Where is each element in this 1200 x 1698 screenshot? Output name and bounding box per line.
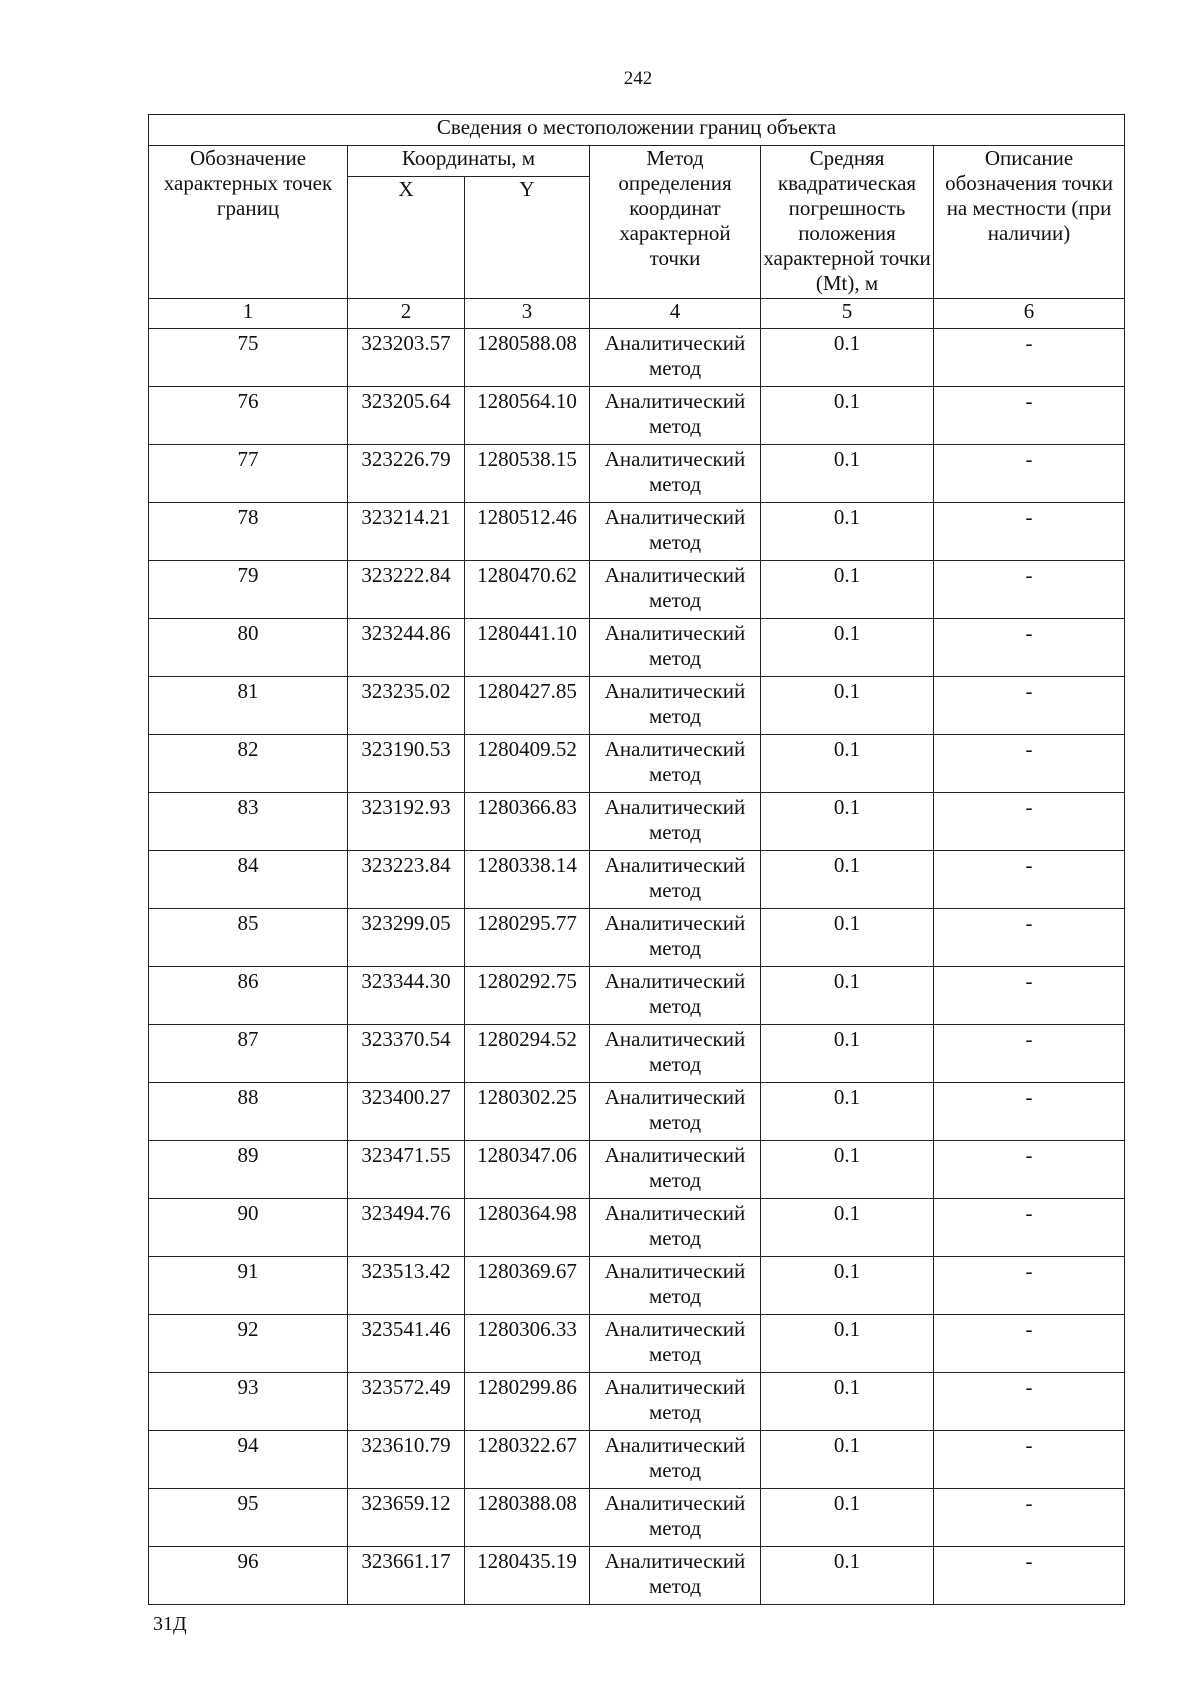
cell-y: 1280369.67 [465,1257,590,1315]
cell-point: 78 [149,503,348,561]
table-body [149,115,1125,1605]
cell-x: 323235.02 [348,677,465,735]
cell-error: 0.1 [761,329,934,387]
table-row [149,909,1125,967]
cell-error: 0.1 [761,1141,934,1199]
header-error: Средняя квадратическая погрешность положения характерной точки (Mt), м [761,146,934,299]
header-y: Y [465,177,590,299]
cell-point: 96 [149,1547,348,1605]
table-row [149,387,1125,445]
cell-description: - [934,735,1125,793]
table-row [149,503,1125,561]
cell-x: 323513.42 [348,1257,465,1315]
cell-point: 91 [149,1257,348,1315]
cell-x: 323541.46 [348,1315,465,1373]
cell-point: 82 [149,735,348,793]
cell-description: - [934,1141,1125,1199]
header-method: Метод определения координат характерной точки [590,146,761,299]
method-cell: Аналитический метод [590,1199,761,1257]
cell-point: 90 [149,1199,348,1257]
cell-x: 323400.27 [348,1083,465,1141]
cell-y: 1280299.86 [465,1373,590,1431]
caption-row [149,115,1125,146]
cell-y: 1280427.85 [465,677,590,735]
cell-error: 0.1 [761,851,934,909]
cell-point: 83 [149,793,348,851]
cell-error: 0.1 [761,1257,934,1315]
cell-x: 323214.21 [348,503,465,561]
cell-error: 0.1 [761,1083,934,1141]
header-x: X [348,177,465,299]
cell-error: 0.1 [761,445,934,503]
cell-point: 84 [149,851,348,909]
method-cell: Аналитический метод [590,619,761,677]
cell-point: 93 [149,1373,348,1431]
cell-x: 323471.55 [348,1141,465,1199]
cell-description: - [934,1315,1125,1373]
table-row [149,329,1125,387]
cell-x: 323223.84 [348,851,465,909]
table-row [149,735,1125,793]
cell-description: - [934,967,1125,1025]
method-cell: Аналитический метод [590,561,761,619]
table-row [149,851,1125,909]
cell-error: 0.1 [761,1025,934,1083]
cell-y: 1280435.19 [465,1547,590,1605]
document-code: 31Д [153,1613,187,1635]
method-cell: Аналитический метод [590,1257,761,1315]
table-row [149,1199,1125,1257]
cell-x: 323192.93 [348,793,465,851]
table-row [149,793,1125,851]
cell-error: 0.1 [761,619,934,677]
table-row [149,1315,1125,1373]
cell-point: 85 [149,909,348,967]
cell-description: - [934,445,1125,503]
cell-x: 323190.53 [348,735,465,793]
cell-description: - [934,677,1125,735]
method-cell: Аналитический метод [590,1025,761,1083]
cell-x: 323222.84 [348,561,465,619]
cell-x: 323203.57 [348,329,465,387]
cell-description: - [934,1025,1125,1083]
table-row [149,1257,1125,1315]
cell-point: 77 [149,445,348,503]
cell-error: 0.1 [761,503,934,561]
table-row [149,561,1125,619]
cell-y: 1280564.10 [465,387,590,445]
method-cell: Аналитический метод [590,329,761,387]
cell-description: - [934,1083,1125,1141]
cell-description: - [934,851,1125,909]
boundary-coordinates-table [148,114,1125,1605]
cell-x: 323659.12 [348,1489,465,1547]
table-caption: Сведения о местоположении границ объекта [149,115,1125,146]
cell-error: 0.1 [761,1373,934,1431]
cell-y: 1280470.62 [465,561,590,619]
cell-y: 1280294.52 [465,1025,590,1083]
method-cell: Аналитический метод [590,793,761,851]
cell-point: 95 [149,1489,348,1547]
cell-y: 1280441.10 [465,619,590,677]
method-cell: Аналитический метод [590,1373,761,1431]
cell-y: 1280306.33 [465,1315,590,1373]
cell-y: 1280512.46 [465,503,590,561]
cell-x: 323610.79 [348,1431,465,1489]
cell-x: 323661.17 [348,1547,465,1605]
method-cell: Аналитический метод [590,735,761,793]
cell-y: 1280322.67 [465,1431,590,1489]
cell-error: 0.1 [761,1431,934,1489]
cell-x: 323344.30 [348,967,465,1025]
cell-error: 0.1 [761,967,934,1025]
page-number: 242 [623,68,653,89]
table-row [149,445,1125,503]
cell-y: 1280366.83 [465,793,590,851]
table-row [149,677,1125,735]
header-description: Описание обозначения точки на местности (при наличии) [934,146,1125,299]
cell-error: 0.1 [761,1315,934,1373]
header-coords: Координаты, м [348,146,590,177]
cell-point: 88 [149,1083,348,1141]
method-cell: Аналитический метод [590,503,761,561]
cell-error: 0.1 [761,735,934,793]
column-number: 6 [934,299,1125,329]
cell-description: - [934,1257,1125,1315]
cell-x: 323299.05 [348,909,465,967]
cell-y: 1280347.06 [465,1141,590,1199]
column-number: 1 [149,299,348,329]
cell-description: - [934,329,1125,387]
method-cell: Аналитический метод [590,1489,761,1547]
header-row [149,146,1125,177]
cell-point: 76 [149,387,348,445]
table-row [149,1373,1125,1431]
cell-y: 1280409.52 [465,735,590,793]
table-row [149,1431,1125,1489]
table-row [149,1547,1125,1605]
cell-error: 0.1 [761,1199,934,1257]
column-number: 2 [348,299,465,329]
table-row [149,1083,1125,1141]
cell-error: 0.1 [761,677,934,735]
method-cell: Аналитический метод [590,1547,761,1605]
cell-error: 0.1 [761,793,934,851]
cell-description: - [934,503,1125,561]
cell-error: 0.1 [761,1489,934,1547]
cell-x: 323572.49 [348,1373,465,1431]
cell-error: 0.1 [761,909,934,967]
column-number: 5 [761,299,934,329]
cell-description: - [934,793,1125,851]
cell-description: - [934,1547,1125,1605]
cell-description: - [934,909,1125,967]
cell-x: 323205.64 [348,387,465,445]
method-cell: Аналитический метод [590,445,761,503]
cell-point: 87 [149,1025,348,1083]
method-cell: Аналитический метод [590,387,761,445]
header-point: Обозначение характерных точек границ [149,146,348,299]
cell-point: 75 [149,329,348,387]
cell-y: 1280538.15 [465,445,590,503]
cell-y: 1280295.77 [465,909,590,967]
table-row [149,1025,1125,1083]
column-number: 4 [590,299,761,329]
cell-point: 81 [149,677,348,735]
cell-error: 0.1 [761,561,934,619]
cell-error: 0.1 [761,1547,934,1605]
method-cell: Аналитический метод [590,909,761,967]
method-cell: Аналитический метод [590,967,761,1025]
method-cell: Аналитический метод [590,1083,761,1141]
method-cell: Аналитический метод [590,851,761,909]
cell-description: - [934,1431,1125,1489]
cell-y: 1280338.14 [465,851,590,909]
method-cell: Аналитический метод [590,1431,761,1489]
column-number: 3 [465,299,590,329]
cell-x: 323370.54 [348,1025,465,1083]
cell-description: - [934,1489,1125,1547]
cell-y: 1280302.25 [465,1083,590,1141]
cell-error: 0.1 [761,387,934,445]
cell-y: 1280588.08 [465,329,590,387]
cell-point: 80 [149,619,348,677]
cell-x: 323494.76 [348,1199,465,1257]
cell-description: - [934,1199,1125,1257]
cell-description: - [934,1373,1125,1431]
cell-description: - [934,387,1125,445]
table-row [149,967,1125,1025]
cell-point: 92 [149,1315,348,1373]
cell-y: 1280388.08 [465,1489,590,1547]
cell-point: 94 [149,1431,348,1489]
cell-description: - [934,619,1125,677]
cell-point: 79 [149,561,348,619]
table-row [149,1489,1125,1547]
column-number-row [149,299,1125,329]
cell-point: 89 [149,1141,348,1199]
cell-y: 1280364.98 [465,1199,590,1257]
cell-point: 86 [149,967,348,1025]
table-row [149,1141,1125,1199]
cell-y: 1280292.75 [465,967,590,1025]
method-cell: Аналитический метод [590,677,761,735]
method-cell: Аналитический метод [590,1141,761,1199]
cell-x: 323244.86 [348,619,465,677]
cell-description: - [934,561,1125,619]
table-row [149,619,1125,677]
cell-x: 323226.79 [348,445,465,503]
method-cell: Аналитический метод [590,1315,761,1373]
